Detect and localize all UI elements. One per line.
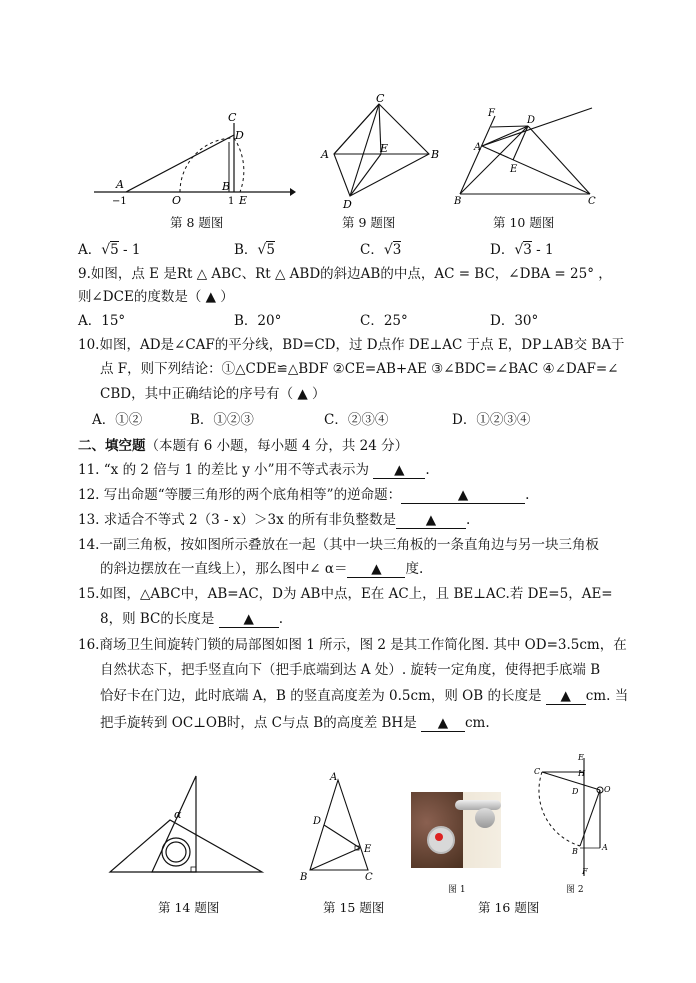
q13-answer-blank: ▲ (396, 512, 466, 529)
q9-option-d: D．30° (490, 313, 539, 329)
q14-line2: 的斜边摆放在一直线上），那么图中∠ α＝ ▲ 度. (100, 561, 424, 577)
fig16-label-c: C (534, 767, 541, 776)
q10-option-a: A．①② (92, 412, 143, 428)
fig15-caption: 第 15 题图 (323, 900, 385, 915)
q10-option-c: C．②③④ (324, 412, 389, 428)
fig9-label-d: D (343, 198, 352, 210)
fig16-sub1-caption: 图 1 (448, 885, 466, 895)
q16-answer-blank-1: ▲ (546, 688, 586, 705)
q9-option-b: B．20° (234, 313, 282, 329)
fig16-label-e: E (578, 753, 584, 762)
q16-line1: 16.商场卫生间旋转门锁的局部图如图 1 所示，图 2 是其工作简化图. 其中 OD=3.5cm，在 (78, 637, 627, 653)
fig10-label-b: B (454, 196, 462, 207)
q8-options (78, 238, 638, 260)
fig16-label-a: A (602, 843, 608, 852)
figure-14 (104, 772, 268, 878)
figure-9 (316, 92, 446, 210)
q9-options (78, 309, 638, 329)
figure-8 (88, 108, 298, 208)
fig14-label-alpha: α (174, 808, 182, 821)
fig15-label-e: E (364, 844, 372, 855)
q8-option-c: C．√3 (360, 242, 402, 258)
fig9-label-c: C (376, 92, 385, 105)
q9-option-c: C．25° (360, 313, 408, 329)
fig16-label-f: F (582, 867, 588, 876)
q14-answer-blank: ▲ (347, 561, 405, 578)
q16-line2: 自然状态下，把手竖直向下（把手底端到达 A 处）. 旋转一定角度，使得把手底端 B (100, 662, 601, 678)
fig8-label-b: B (222, 180, 231, 193)
fig10-label-c: C (588, 196, 596, 207)
q15-line1: 15.如图，△ABC中，AB=AC，D为 AB中点，E在 AC上，且 BE⊥AC.若 DE=5，AE= (78, 586, 613, 602)
q16-answer-blank-2: ▲ (421, 715, 465, 732)
fig16-label-b: B (572, 847, 578, 856)
fig16-caption: 第 16 题图 (478, 900, 540, 915)
figure-10 (450, 104, 600, 208)
q16-line3: 恰好卡在门边，此时底端 A，B 的竖直高度差为 0.5cm，则 OB 的长度是 ▲ cm. 当 (100, 688, 629, 704)
fig10-label-f: F (488, 108, 495, 119)
fig8-label-c: C (228, 111, 237, 124)
fig9-caption: 第 9 题图 (342, 215, 396, 230)
q15-answer-blank: ▲ (219, 611, 279, 628)
section2-note: （本题有 6 小题，每小题 4 分，共 24 分） (145, 438, 409, 454)
q12: 12. 写出命题“等腰三角形的两个底角相等”的逆命题： ▲ . (78, 487, 530, 503)
q10-options (92, 408, 652, 428)
fig16-label-o: O (604, 785, 611, 794)
figure-16-diagram (530, 750, 620, 882)
fig8-label-a: A (116, 178, 124, 191)
q11: 11. “x 的 2 倍与 1 的差比 y 小”用不等式表示为 ▲ . (78, 462, 430, 478)
q8-option-b: B．√5 (234, 242, 275, 258)
fig9-label-b: B (431, 148, 440, 161)
fig9-label-e: E (380, 142, 389, 155)
fig8-label-one: 1 (228, 196, 235, 207)
fig8-caption: 第 8 题图 (170, 215, 224, 230)
q9-option-a: A．15° (78, 313, 126, 329)
fig10-label-d: D (527, 115, 536, 126)
q10-stem-line1: 10.如图，AD是∠CAF的平分线，BD=CD，过 D点作 DE⊥AC 于点 E，DP⊥AB交 BA于 (78, 337, 625, 353)
fig10-caption: 第 10 题图 (493, 215, 555, 230)
fig15-label-b: B (300, 872, 308, 883)
q13: 13. 求适合不等式 2（3 - x）＞3x 的所有非负整数是 ▲ . (78, 512, 471, 528)
fig8-label-neg1: −1 (112, 196, 127, 207)
fig8-label-o: O (172, 194, 182, 207)
fig10-label-a: A (474, 142, 482, 153)
q15-line2: 8，则 BC的长度是 ▲ . (100, 611, 283, 627)
figure-15 (294, 770, 384, 886)
fig8-label-d: D (235, 129, 244, 142)
fig15-label-d: D (313, 816, 322, 827)
fig16-label-d: D (572, 787, 579, 796)
q9-stem-line1: 9.如图，点 E 是Rt △ ABC、Rt △ ABD的斜边AB的中点，AC = BC，∠DBA = 25° ， (78, 266, 612, 282)
q12-answer-blank: ▲ (401, 487, 525, 504)
q14-line1: 14.一副三角板，按如图所示叠放在一起（其中一块三角板的一条直角边与另一块三角板 (78, 537, 599, 553)
fig15-label-c: C (365, 872, 373, 883)
section2-heading (78, 434, 408, 454)
q10-option-b: B．①②③ (190, 412, 254, 428)
q8-option-a: A．√5 - 1 (78, 242, 141, 258)
q11-answer-blank: ▲ (373, 462, 425, 479)
q10-option-d: D．①②③④ (452, 412, 531, 428)
q9-stem-line2: 则∠DCE的度数是（ ▲ ） (78, 289, 234, 305)
q10-stem-line3: CBD，其中正确结论的序号有（ ▲ ） (100, 386, 326, 402)
fig15-label-a: A (330, 772, 338, 783)
fig14-caption: 第 14 题图 (158, 900, 220, 915)
q10-stem-line2: 点 F，则下列结论：①△CDE≌△BDF ②CE=AB+AE ③∠BDC=∠BAC ④∠DAF=∠ (100, 361, 619, 377)
fig16-label-h: H (578, 769, 585, 778)
q16-line4: 把手旋转到 OC⊥OB时，点 C与点 B的高度差 BH是 ▲ cm. (100, 715, 490, 731)
door-lock-photo (411, 792, 501, 868)
section2-title: 二、填空题 (78, 438, 146, 454)
fig10-label-e: E (510, 164, 518, 175)
fig16-sub2-caption: 图 2 (566, 885, 584, 895)
fig9-label-a: A (321, 148, 329, 161)
fig8-label-e: E (239, 194, 248, 207)
q8-option-d: D．√3 - 1 (490, 242, 554, 258)
